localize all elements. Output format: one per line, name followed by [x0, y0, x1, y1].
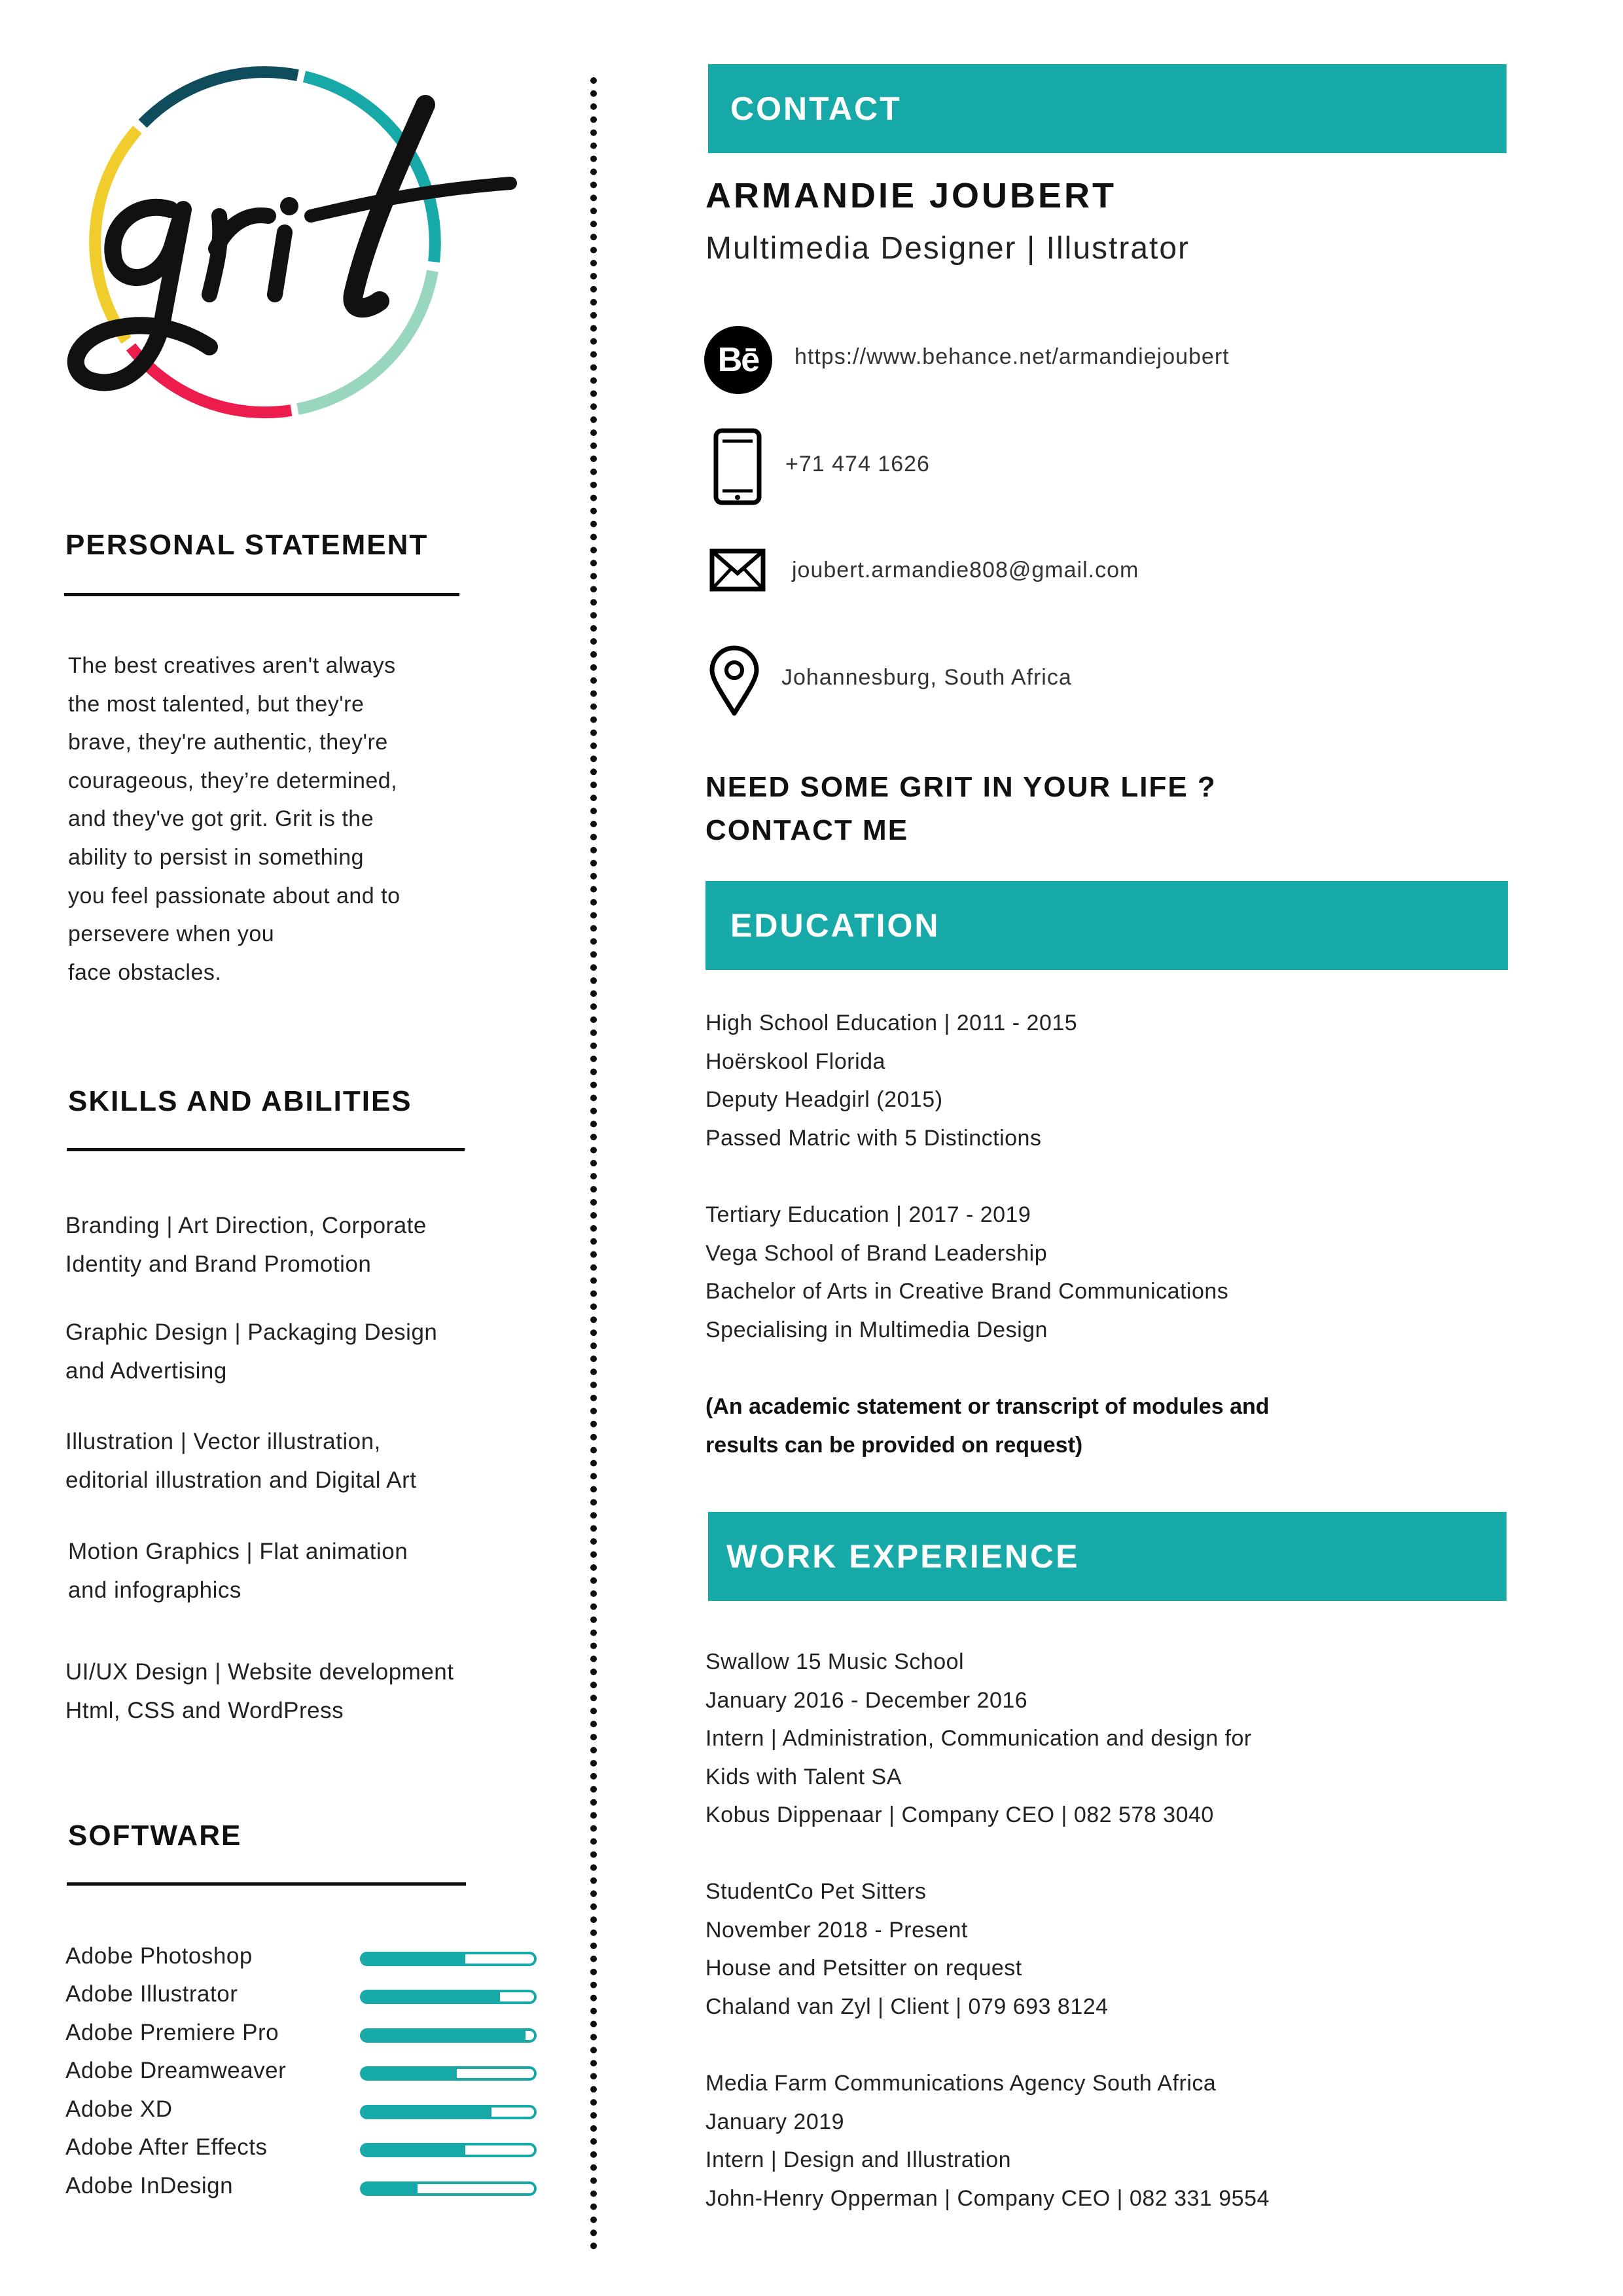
software-row: [65, 2090, 550, 2129]
software-name: Adobe Illustrator: [65, 1981, 238, 2007]
contact-heading: CONTACT: [730, 90, 902, 127]
work-block: Media Farm Communications Agency South Africa January 2019 Intern | Design and Illustration John-Henry Opperman | Company CEO | 082 331 9554: [705, 2071, 1270, 2211]
vertical-dotted-divider: [590, 77, 597, 2250]
skill-item: Graphic Design | Packaging Design and Advertising: [65, 1319, 438, 1384]
email-address[interactable]: joubert.armandie808@gmail.com: [792, 558, 1139, 583]
software-skill-fill: [363, 2145, 465, 2155]
software-skill-bar: [360, 2143, 537, 2157]
phone-icon: [713, 428, 762, 505]
education-block: Tertiary Education | 2017 - 2019 Vega School of Brand Leadership Bachelor of Arts in Creative Brand Communications Specialising in Multimedia Design: [705, 1202, 1229, 1342]
behance-link[interactable]: https://www.behance.net/armandiejoubert: [794, 344, 1230, 369]
software-name: Adobe Dreamweaver: [65, 2058, 287, 2083]
software-skill-bar: [360, 2028, 537, 2043]
software-row: [65, 1937, 550, 1976]
work-experience-banner: [708, 1512, 1507, 1601]
work-block: Swallow 15 Music School January 2016 - December 2016 Intern | Administration, Communication and design for Kids with Talent SA Kobus Dippenaar | Company CEO | 082 578 3040: [705, 1649, 1252, 1828]
work-block: StudentCo Pet Sitters November 2018 - Present House and Petsitter on request Chaland van Zyl | Client | 079 693 8124: [705, 1879, 1109, 2019]
work-experience-heading: WORK EXPERIENCE: [726, 1538, 1080, 1575]
software-row: [65, 1975, 550, 2014]
phone-number[interactable]: +71 474 1626: [785, 452, 930, 476]
software-skill-fill: [363, 2184, 418, 2193]
software-skill-fill: [363, 2108, 491, 2117]
skill-item: Motion Graphics | Flat animation and infographics: [68, 1539, 408, 1603]
skill-item: UI/UX Design | Website development Html, CSS and WordPress: [65, 1659, 454, 1723]
education-block: High School Education | 2011 - 2015 Hoërskool Florida Deputy Headgirl (2015) Passed Matric with 5 Distinctions: [705, 1011, 1078, 1151]
software-name: Adobe After Effects: [65, 2134, 268, 2160]
software-skill-bar: [360, 2066, 537, 2081]
skills-rule: [67, 1148, 465, 1151]
skills-heading: SKILLS AND ABILITIES: [68, 1085, 412, 1117]
software-skill-fill: [363, 1992, 500, 2001]
software-skill-fill: [363, 2031, 526, 2040]
education-note: (An academic statement or transcript of modules and results can be provided on request): [705, 1394, 1270, 1458]
full-name: ARMANDIE JOUBERT: [705, 176, 1117, 215]
skill-item: Branding | Art Direction, Corporate Identity and Brand Promotion: [65, 1213, 427, 1277]
personal-statement-rule: [64, 593, 459, 596]
software-skill-bar: [360, 1990, 537, 2004]
education-banner: [705, 881, 1508, 970]
behance-icon[interactable]: Bē: [704, 326, 772, 394]
location-pin-icon: [708, 645, 760, 716]
personal-statement-text: The best creatives aren't always the most talented, but they're brave, they're authentic, they're courageous, they’re determined, and they've got grit. Grit is the ability to persist in something you feel passionate about and to persevere when you face obstacles.: [68, 653, 401, 985]
software-name: Adobe Photoshop: [65, 1943, 253, 1969]
education-heading: EDUCATION: [730, 907, 940, 944]
software-row: [65, 2052, 550, 2090]
software-name: Adobe Premiere Pro: [65, 2020, 279, 2045]
location: Johannesburg, South Africa: [781, 665, 1072, 690]
software-rule: [67, 1882, 466, 1886]
software-row: [65, 2014, 550, 2053]
software-heading: SOFTWARE: [68, 1820, 242, 1852]
software-name: Adobe InDesign: [65, 2173, 234, 2198]
software-row: [65, 2167, 550, 2206]
software-skill-fill: [363, 2069, 457, 2078]
contact-call-to-action: NEED SOME GRIT IN YOUR LIFE ? CONTACT ME: [705, 771, 1217, 846]
software-skill-fill: [363, 1954, 465, 1964]
contact-banner: [708, 64, 1507, 153]
software-name: Adobe XD: [65, 2096, 173, 2122]
personal-statement-heading: PERSONAL STATEMENT: [65, 529, 429, 561]
software-skill-bar: [360, 1952, 537, 1966]
software-skill-bar: [360, 2181, 537, 2196]
software-row: [65, 2128, 550, 2167]
job-title: Multimedia Designer | Illustrator: [705, 231, 1190, 266]
software-skill-bar: [360, 2105, 537, 2119]
grit-wordmark: [59, 85, 530, 425]
mail-icon: [709, 548, 766, 592]
skill-item: Illustration | Vector illustration, editorial illustration and Digital Art: [65, 1429, 417, 1493]
